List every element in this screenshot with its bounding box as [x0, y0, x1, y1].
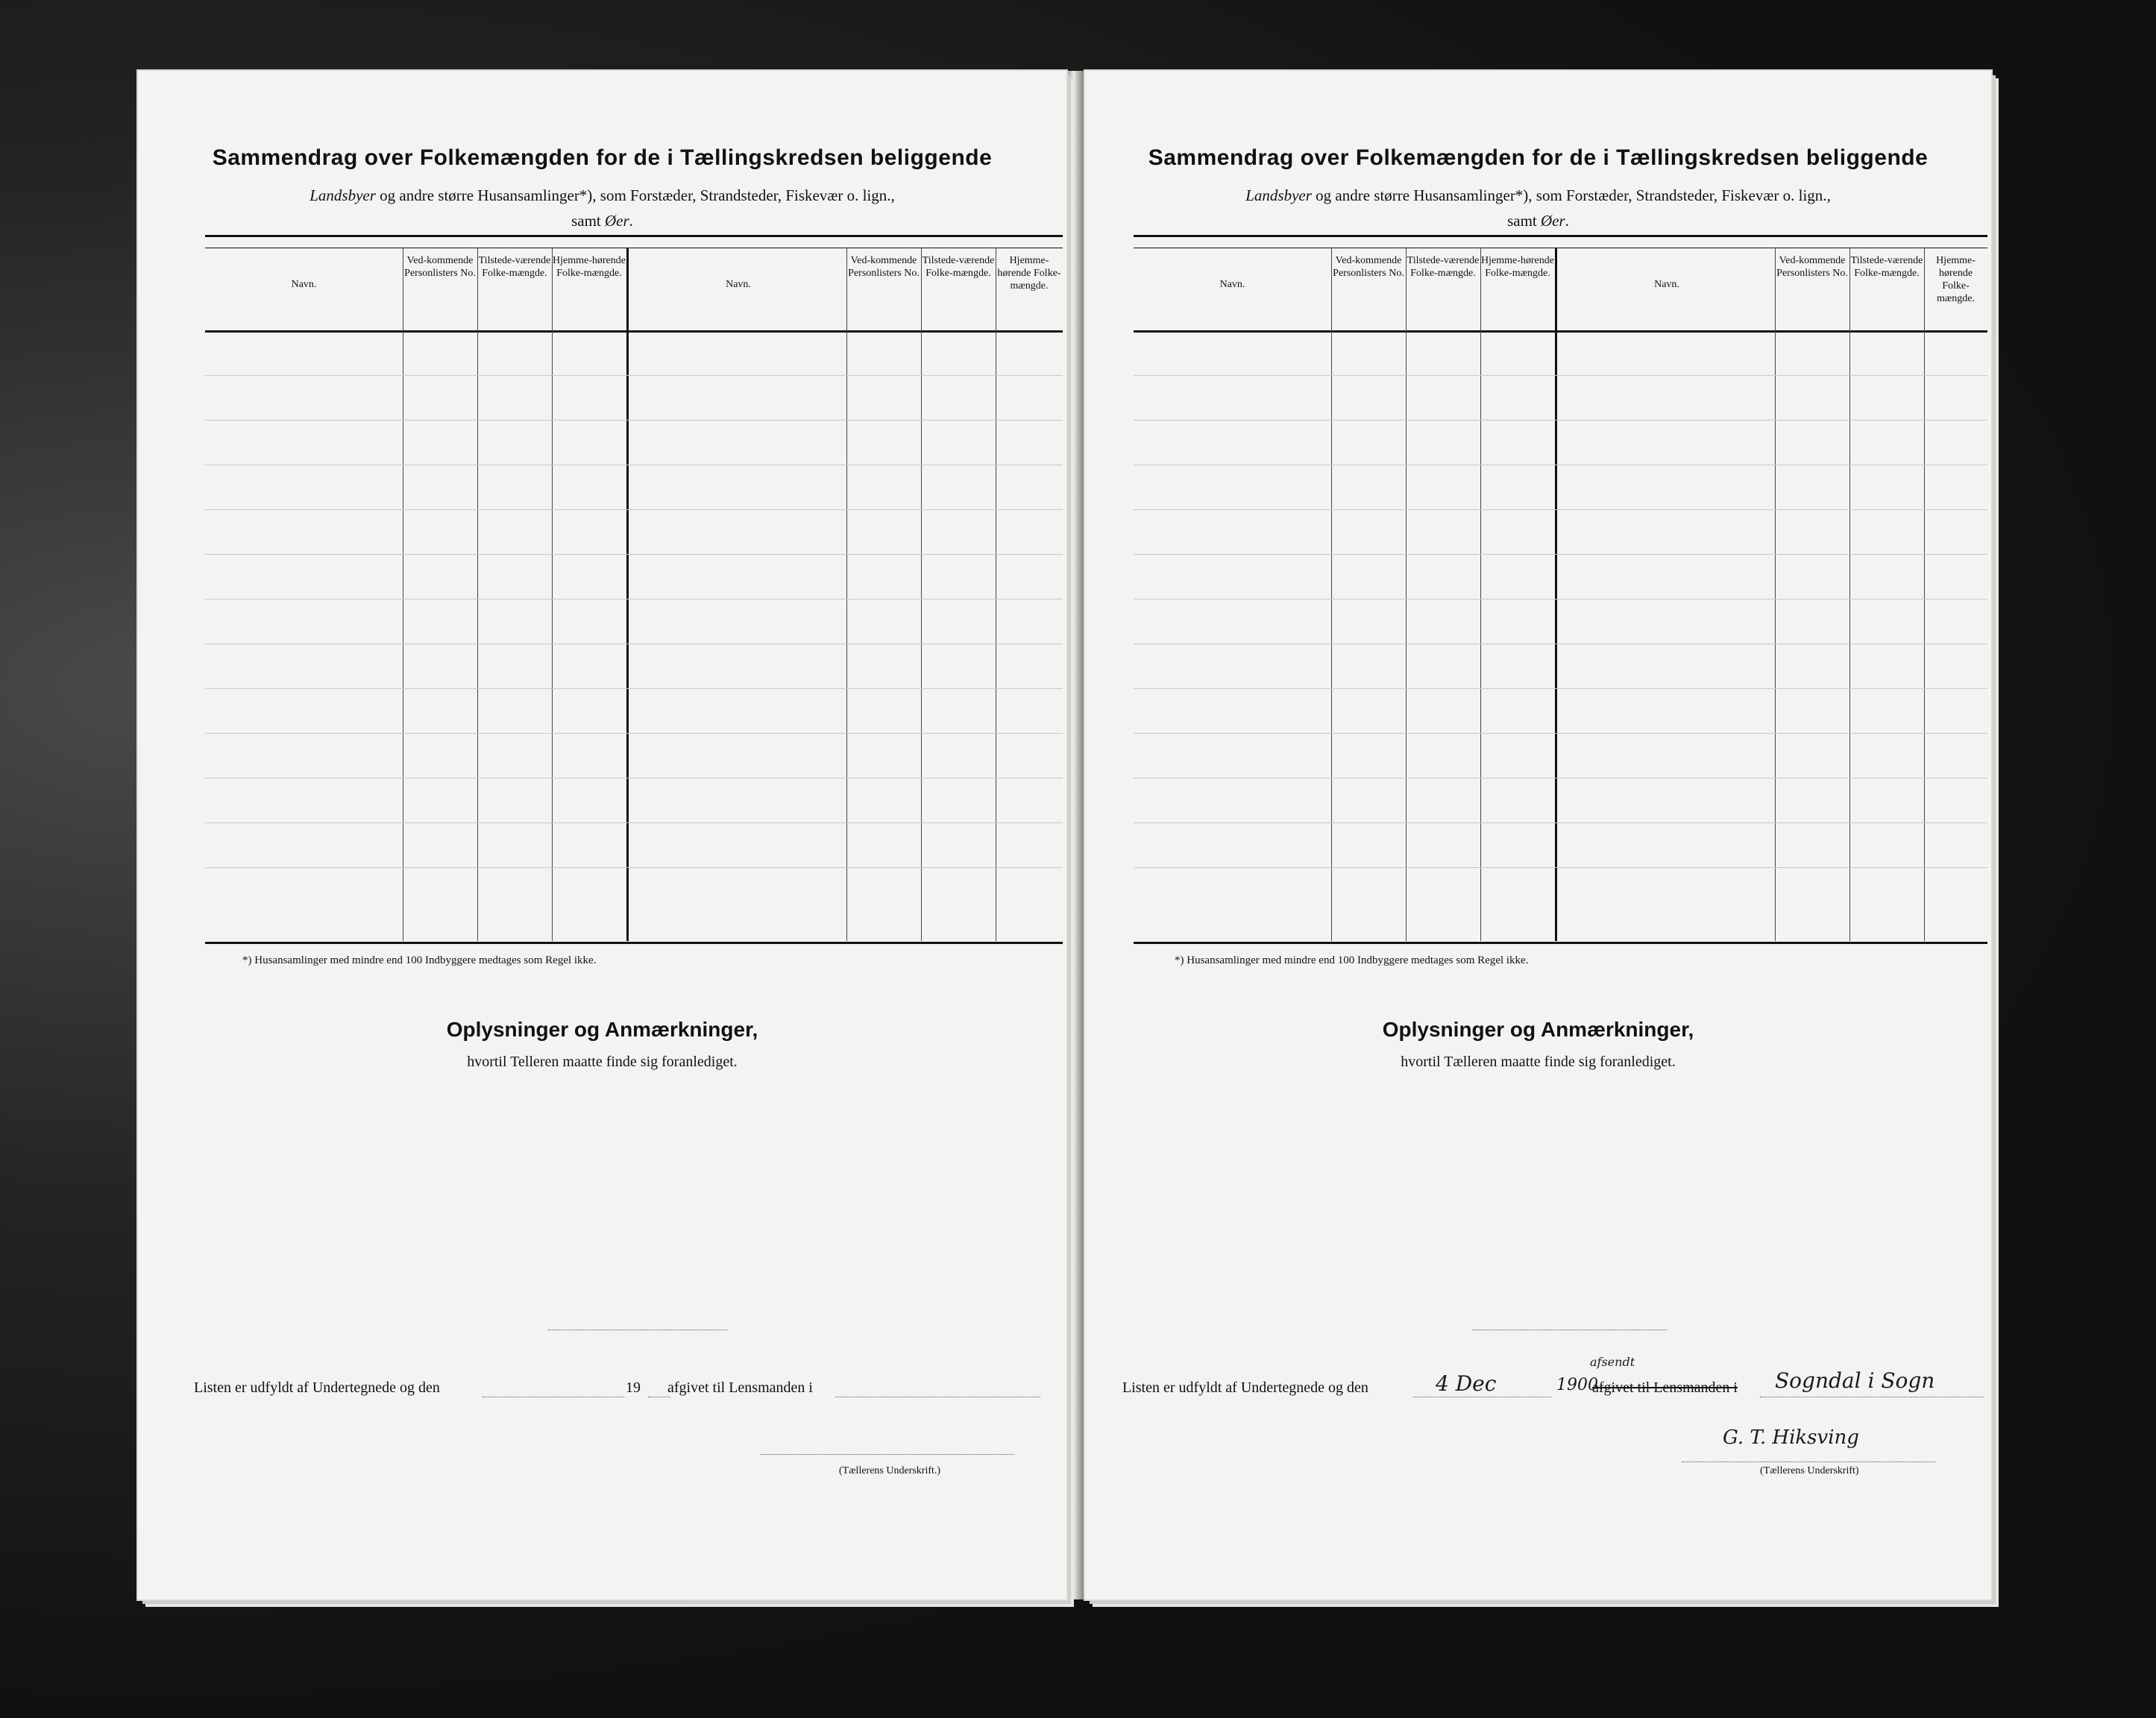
page-subtitle: [1085, 183, 1991, 233]
handwritten-signature: G. T. Hiksving: [1723, 1426, 1859, 1449]
row-line: [1134, 733, 1987, 734]
col-header-navn: Navn.: [1219, 279, 1245, 290]
column-divider: [921, 248, 922, 941]
col-header-hjemme-2: Hjemme-hørende Folke-mængde.: [997, 255, 1061, 292]
table-bottom-rule: [205, 942, 1063, 944]
page-title: Sammendrag over Folkemængden for de i Tællingskredsen beliggende: [212, 145, 993, 170]
col-header-navn: Navn.: [291, 279, 317, 290]
col-header-hjemme: Hjemme-hørende Folke-mængde.: [1481, 255, 1554, 279]
row-line: [205, 733, 1063, 734]
row-line: [205, 509, 1063, 510]
column-divider: [1775, 248, 1776, 941]
signature-blank: [1682, 1461, 1935, 1462]
column-divider-center: [1555, 248, 1557, 941]
subtitle-suffix: .: [629, 212, 633, 230]
population-table: [205, 235, 1063, 945]
subtitle-prefix: samt: [571, 212, 605, 230]
footnote: *) Husansamlinger med mindre end 100 Indbyggere medtages som Regel ikke.: [242, 954, 597, 966]
subtitle-text: og andre større Husansamlinger*), som Forstæder, Strandsteder, Fiskevær o. lign.,: [375, 186, 895, 204]
col-header-tilstede-2: Tilstede-værende Folke-mængde.: [1850, 255, 1923, 279]
col-header-hjemme: Hjemme-hørende Folke-mængde.: [553, 255, 626, 279]
right-page: [1085, 71, 1991, 1599]
column-divider: [477, 248, 478, 941]
remarks-subtitle: hvortil Telleren maatte finde sig foranlediget.: [467, 1054, 738, 1070]
subtitle-suffix: .: [1565, 212, 1569, 230]
subtitle-italic-2: Øer: [605, 212, 629, 230]
table-bottom-rule: [1134, 942, 1987, 944]
col-header-tilstede: Tilstede-værende Folke-mængde.: [1407, 255, 1480, 279]
footnote: *) Husansamlinger med mindre end 100 Indbyggere medtages som Regel ikke.: [1175, 954, 1529, 966]
column-divider: [1480, 248, 1481, 941]
column-divider: [1331, 248, 1332, 941]
col-header-personlisters: Ved-kommende Personlisters No.: [1333, 255, 1404, 279]
signature-blank: [761, 1454, 1014, 1455]
row-line: [205, 554, 1063, 555]
delivered-text: [1592, 1379, 1738, 1397]
col-header-personlisters-2: Ved-kommende Personlisters No.: [1776, 255, 1848, 279]
column-divider: [846, 248, 847, 941]
subtitle-prefix: samt: [1507, 212, 1541, 230]
col-header-tilstede: Tilstede-værende Folke-mængde.: [478, 255, 551, 279]
page-title: Sammendrag over Folkemængden for de i Tællingskredsen beliggende: [1148, 145, 1929, 170]
left-page: [138, 71, 1066, 1599]
row-line: [205, 420, 1063, 421]
col-header-navn-2: Navn.: [1654, 279, 1679, 290]
listen-text: Listen er udfyldt af Undertegnede og den: [1122, 1379, 1368, 1396]
handwritten-year: 1900: [1556, 1376, 1598, 1394]
row-line: [1134, 509, 1987, 510]
row-line: [1134, 375, 1987, 376]
row-line: [205, 688, 1063, 689]
table-header: [205, 248, 1063, 333]
col-header-navn-2: Navn.: [726, 279, 751, 290]
column-divider: [1924, 248, 1925, 941]
handwritten-place: Sogndal i Sogn: [1775, 1368, 1935, 1393]
column-divider: [552, 248, 553, 941]
row-line: [1134, 822, 1987, 823]
column-divider: [1849, 248, 1850, 941]
col-header-personlisters-2: Ved-kommende Personlisters No.: [848, 255, 920, 279]
listen-text: Listen er udfyldt af Undertegnede og den: [194, 1379, 440, 1396]
col-header-hjemme-2: Hjemme-hørende Folke-mængde.: [1936, 255, 1976, 304]
handwritten-afsendt: afsendt: [1590, 1355, 1635, 1369]
row-line: [1134, 599, 1987, 600]
signature-caption: (Tællerens Underskrift.): [839, 1465, 941, 1476]
row-line: [1134, 554, 1987, 555]
book-spine: [1066, 71, 1085, 1599]
handwritten-date: 4 Dec: [1436, 1371, 1497, 1396]
year-prefix: 19: [626, 1379, 641, 1396]
page-subtitle: [138, 183, 1066, 233]
delivered-text: afgivet til Lensmanden i: [667, 1379, 813, 1396]
col-header-personlisters: Ved-kommende Personlisters No.: [404, 255, 476, 279]
population-table: [1134, 235, 1987, 945]
row-line: [1134, 420, 1987, 421]
subtitle-italic: Landsbyer: [1245, 186, 1312, 204]
col-header-tilstede-2: Tilstede-værende Folke-mængde.: [922, 255, 995, 279]
row-line: [205, 599, 1063, 600]
row-line: [1134, 867, 1987, 868]
column-divider-center: [626, 248, 629, 941]
subtitle-text: og andre større Husansamlinger*), som Forstæder, Strandsteder, Fiskevær o. lign.,: [1311, 186, 1831, 204]
remarks-title: Oplysninger og Anmærkninger,: [446, 1018, 758, 1041]
column-divider: [1406, 248, 1407, 941]
subtitle-italic: Landsbyer: [309, 186, 376, 204]
row-line: [205, 822, 1063, 823]
subtitle-italic-2: Øer: [1541, 212, 1565, 230]
remarks-title: Oplysninger og Anmærkninger,: [1382, 1018, 1694, 1041]
row-line: [205, 867, 1063, 868]
table-header: [1134, 248, 1987, 333]
delivered-struck: afgivet til Lensmanden i: [1592, 1379, 1738, 1396]
row-line: [1134, 688, 1987, 689]
row-line: [205, 375, 1063, 376]
signature-caption: (Tællerens Underskrift): [1760, 1465, 1859, 1476]
remarks-subtitle: hvortil Tælleren maatte finde sig foranlediget.: [1401, 1054, 1676, 1070]
